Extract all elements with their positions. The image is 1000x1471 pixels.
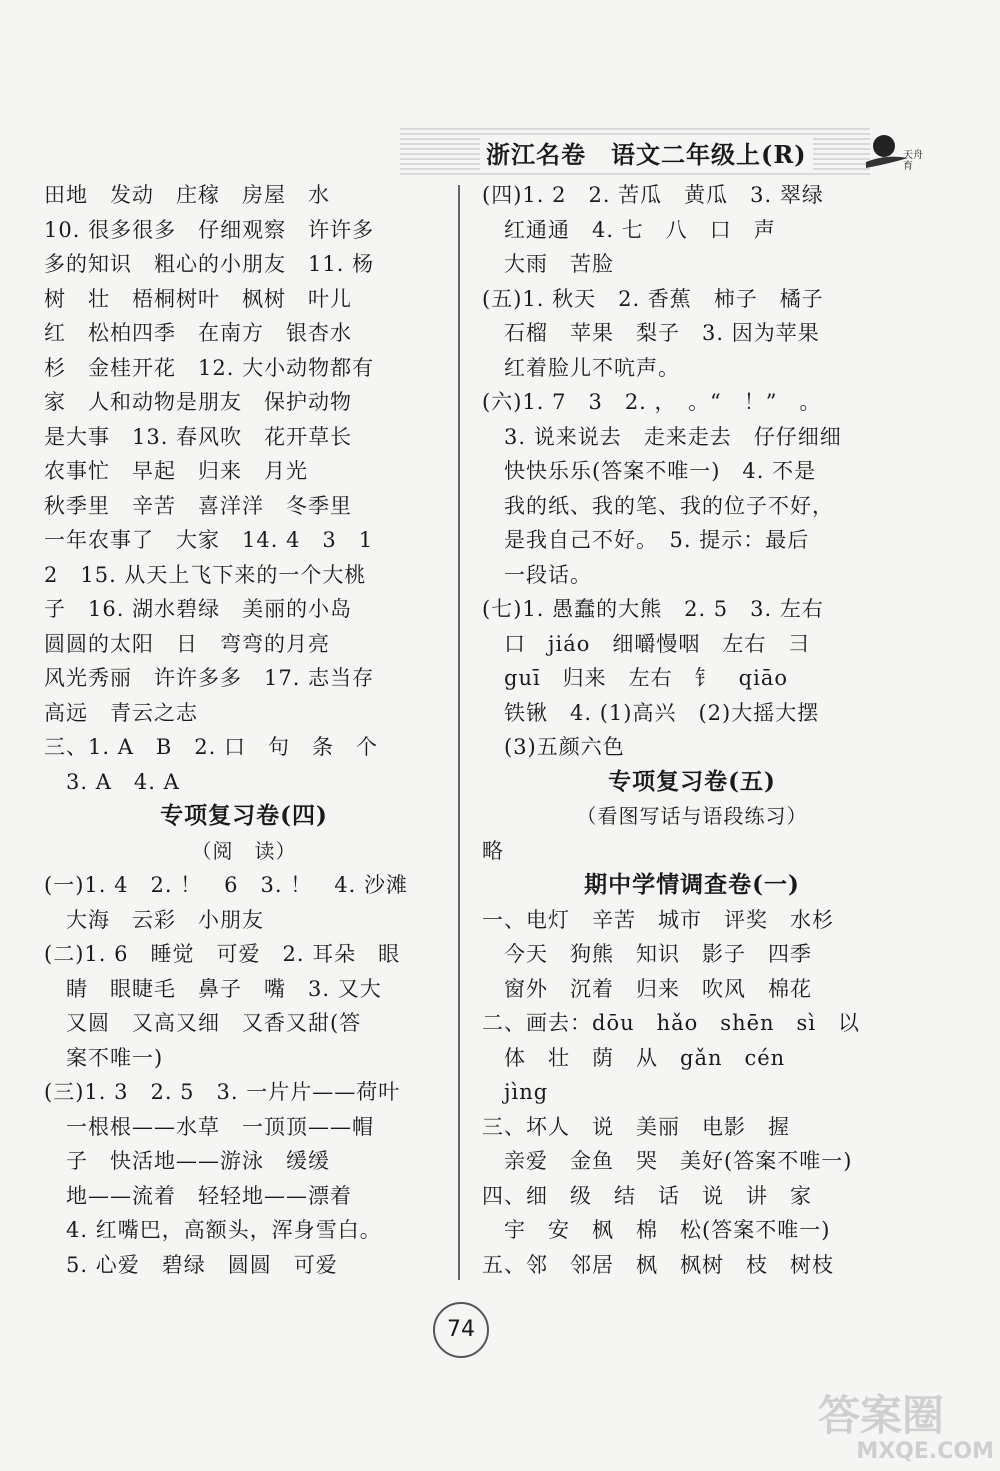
answer-line: 案不唯一) bbox=[44, 1045, 164, 1070]
answer-line: (四)1. 2 2. 苦瓜 黄瓜 3. 翠绿 bbox=[482, 183, 824, 207]
answer-line: (七)1. 愚蠢的大熊 2. 5 3. 左右 bbox=[482, 597, 824, 621]
answer-line: 2 15. 从天上飞下来的一个大桃 bbox=[44, 562, 367, 587]
answer-line: (五)1. 秋天 2. 香蕉 柿子 橘子 bbox=[482, 286, 824, 311]
answer-line: 3. A 4. A bbox=[44, 769, 180, 794]
answer-line: 红着脸儿不吭声。 bbox=[482, 355, 680, 380]
answer-line: 略 bbox=[482, 838, 504, 863]
answer-line: (六)1. 7 3 2. ， 。“ ！” 。 bbox=[482, 390, 822, 414]
answer-line: 高远 青云之志 bbox=[44, 700, 198, 725]
answer-line: 杉 金桂开花 12. 大小动物都有 bbox=[44, 355, 375, 380]
answer-line: 是我自己不好。 5. 提示：最后 bbox=[482, 528, 810, 552]
answer-line: (三)1. 3 2. 5 3. 一片片——荷叶 bbox=[44, 1080, 401, 1104]
answer-line: 五、邻 邻居 枫 枫树 枝 树枝 bbox=[482, 1252, 834, 1277]
answer-line: (二)1. 6 睡觉 可爱 2. 耳朵 眼 bbox=[44, 942, 401, 966]
answer-line: 体 壮 荫 从 gǎn cén bbox=[482, 1045, 786, 1070]
answer-line: 一段话。 bbox=[482, 562, 592, 587]
answer-line: 树 壮 梧桐树叶 枫树 叶儿 bbox=[44, 286, 352, 311]
answer-line: 睛 眼睫毛 鼻子 嘴 3. 又大 bbox=[44, 976, 382, 1001]
right-column bbox=[482, 178, 902, 1282]
answer-line: 大海 云彩 小朋友 bbox=[44, 907, 264, 932]
answer-line: (一)1. 4 2. ！ 6 3. ！ 4. 沙滩 bbox=[44, 873, 408, 897]
answer-line: 又圆 又高又细 又香又甜(答 bbox=[44, 1011, 362, 1035]
answer-line: 是大事 13. 春风吹 花开草长 bbox=[44, 424, 353, 449]
answer-line: 我的纸、我的笔、我的位子不好， bbox=[482, 493, 834, 518]
answer-line: 地——流着 轻轻地——漂着 bbox=[44, 1183, 352, 1208]
answer-line: 亲爱 金鱼 哭 美好(答案不唯一) bbox=[482, 1149, 853, 1173]
answer-line: 圆圆的太阳 日 弯弯的月亮 bbox=[44, 631, 330, 656]
answer-line: 10. 很多很多 仔细观察 许许多 bbox=[44, 217, 375, 242]
answer-line: 四、细 级 结 话 说 讲 家 bbox=[482, 1183, 812, 1208]
answer-line: 三、坏人 说 美丽 电影 握 bbox=[482, 1114, 790, 1139]
answer-line: 宇 安 枫 棉 松(答案不唯一) bbox=[482, 1218, 831, 1242]
answer-line: 子 16. 湖水碧绿 美丽的小岛 bbox=[44, 597, 353, 621]
answer-line: 风光秀丽 许许多多 17. 志当存 bbox=[44, 666, 375, 690]
answer-line: 一年农事了 大家 14. 4 3 1 bbox=[44, 528, 374, 552]
answer-line: 铁锹 4. (1)高兴 (2)大摇大摆 bbox=[482, 700, 820, 725]
answer-line: 4. 红嘴巴，高额头，浑身雪白。 bbox=[44, 1218, 382, 1242]
watermark-main: 答案圈 bbox=[818, 1391, 945, 1440]
left-column bbox=[44, 178, 444, 1282]
header-title: 浙江名卷 语文二年级上(R) bbox=[480, 135, 813, 170]
answer-line: 石榴 苹果 梨子 3. 因为苹果 bbox=[482, 321, 820, 345]
answer-line: 一根根——水草 一顶顶——帽 bbox=[44, 1114, 374, 1139]
answer-line: 田地 发动 庄稼 房屋 水 bbox=[44, 183, 330, 207]
section-heading: 专项复习卷(五) bbox=[608, 767, 776, 795]
answer-line: guī 归来 左右 钅 qiāo bbox=[482, 666, 789, 690]
brand-text: 天舟育 bbox=[903, 150, 923, 172]
section-heading: 期中学情调查卷(一) bbox=[584, 871, 800, 898]
answer-line: (3)五颜六色 bbox=[482, 735, 625, 759]
answer-line: 二、画去：dōu hǎo shēn sì 以 bbox=[482, 1011, 861, 1035]
answer-line: 快快乐乐(答案不唯一) 4. 不是 bbox=[482, 459, 817, 483]
answer-line: 子 快活地——游泳 缓缓 bbox=[44, 1149, 330, 1173]
answer-line: 三、1. A B 2. 口 句 条 个 bbox=[44, 735, 379, 759]
answer-line: 今天 狗熊 知识 影子 四季 bbox=[482, 942, 812, 966]
answer-line: 多的知识 粗心的小朋友 11. 杨 bbox=[44, 252, 375, 276]
answer-line: 红 松柏四季 在南方 银杏水 bbox=[44, 321, 352, 345]
answer-line: 3. 说来说去 走来走去 仔仔细细 bbox=[482, 424, 842, 449]
answer-line: 家 人和动物是朋友 保护动物 bbox=[44, 390, 352, 414]
page-number: 74 bbox=[433, 1302, 489, 1358]
answer-line: 口 jiáo 细嚼慢咽 左右 彐 bbox=[482, 631, 811, 656]
watermark-sub: MXQE.COM bbox=[856, 1439, 994, 1464]
answer-line: 窗外 沉着 归来 吹风 棉花 bbox=[482, 976, 812, 1001]
section-subheading: （阅 读） bbox=[191, 838, 297, 863]
answer-line: 大雨 苦脸 bbox=[482, 252, 614, 276]
section-subheading: （看图写话与语段练习） bbox=[576, 804, 808, 828]
answer-line: 农事忙 早起 归来 月光 bbox=[44, 459, 308, 483]
answer-line: 一、电灯 辛苦 城市 评奖 水杉 bbox=[482, 907, 834, 932]
section-heading: 专项复习卷(四) bbox=[160, 802, 328, 829]
answer-line: jìng bbox=[482, 1080, 549, 1104]
answer-line: 5. 心爱 碧绿 圆圆 可爱 bbox=[44, 1252, 338, 1277]
column-divider bbox=[458, 185, 460, 1280]
watermark bbox=[818, 1392, 994, 1468]
answer-line: 红通通 4. 七 八 口 声 bbox=[482, 217, 776, 242]
answer-line: 秋季里 辛苦 喜洋洋 冬季里 bbox=[44, 493, 352, 518]
